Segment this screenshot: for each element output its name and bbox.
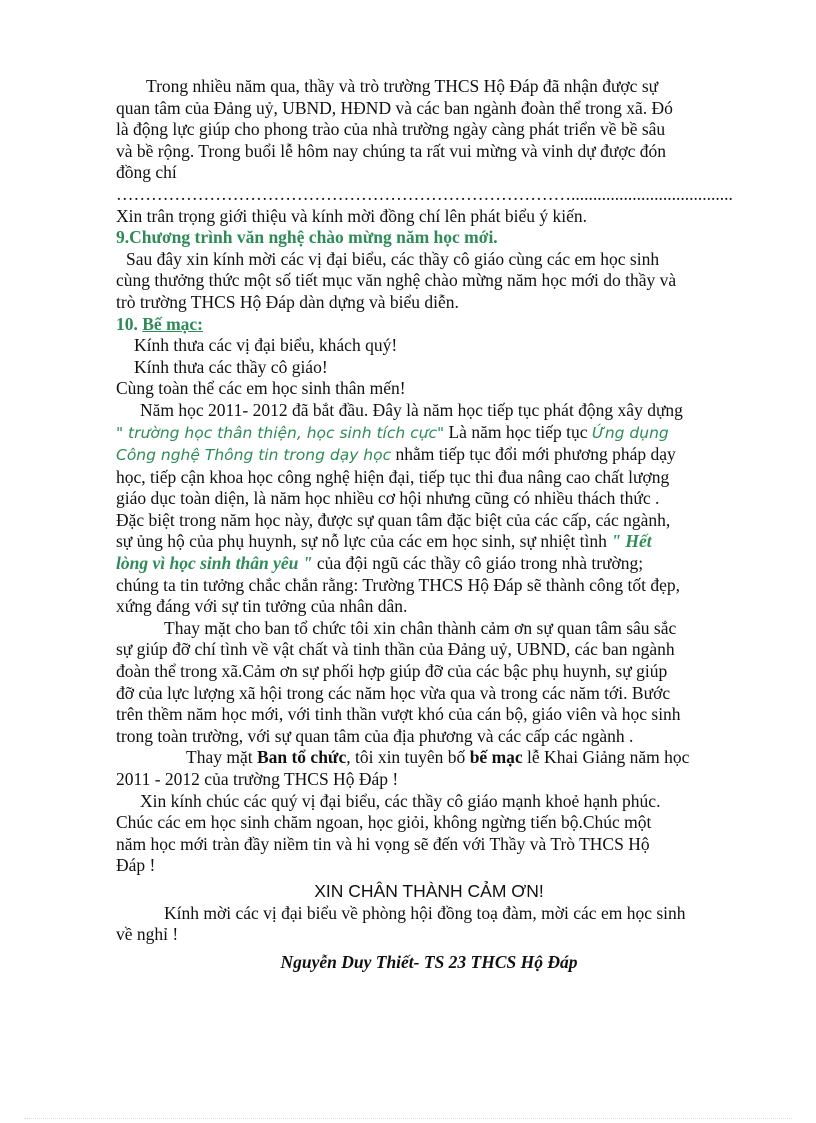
text-line xyxy=(116,357,742,379)
text-run: bế mạc xyxy=(469,747,523,768)
text-line xyxy=(116,575,742,597)
text-run: Kính mời các vị đại biểu về phòng hội đồng toạ đàm, mời các em học sinh xyxy=(164,902,686,923)
text-line xyxy=(116,881,742,903)
text-run: về nghỉ ! xyxy=(116,924,179,945)
text-line xyxy=(116,747,742,769)
document-page xyxy=(116,76,742,973)
text-run: " Hết xyxy=(611,531,652,552)
text-run: XIN CHÂN THÀNH CẢM ƠN! xyxy=(314,880,544,901)
text-run: của đội ngũ các thầy cô giáo trong nhà trường; xyxy=(312,553,644,574)
text-run: lễ Khai Giảng năm học xyxy=(522,747,690,768)
text-line xyxy=(116,726,742,748)
text-line xyxy=(116,119,742,141)
text-run: " trường học thân thiện, học sinh tích cực" xyxy=(116,423,445,442)
text-run: đỡ của lực lượng xã hội trong các năm học vừa qua và trong các năm tới. Bước xyxy=(116,682,671,703)
text-line xyxy=(116,98,742,120)
text-run: Xin kính chúc các quý vị đại biểu, các thầy cô giáo mạnh khoẻ hạnh phúc. xyxy=(140,790,661,811)
text-line xyxy=(116,227,742,249)
text-run: năm học mới tràn đầy niềm tin và hi vọng sẽ đến với Thầy và Trò THCS Hộ xyxy=(116,833,650,854)
text-run: Công nghệ Thông tin trong dạy học xyxy=(116,446,392,465)
text-run: nhằm tiếp tục đổi mới phương pháp dạy xyxy=(391,444,676,465)
text-run: Bế mạc: xyxy=(142,313,203,334)
text-run: 9.Chương trình văn nghệ chào mừng năm học mới. xyxy=(116,227,498,248)
text-run: và bề rộng. Trong buổi lễ hôm nay chúng ta rất vui mừng và vinh dự được đón xyxy=(116,140,667,161)
text-run: Trong nhiều năm qua, thầy và trò trường THCS Hộ Đáp đã nhận được sự xyxy=(146,76,659,96)
text-run: Đáp ! xyxy=(116,855,156,876)
text-run: 2011 - 2012 của trường THCS Hộ Đáp ! xyxy=(116,769,399,789)
text-run: Xin trân trọng giới thiệu và kính mời đồng chí lên phát biểu ý kiến. xyxy=(116,205,587,226)
text-line xyxy=(116,791,742,813)
text-run: trên thềm năm học mới, với tinh thần vượt khó của cán bộ, giáo viên và học sinh xyxy=(116,704,681,725)
text-line xyxy=(116,553,742,575)
text-line xyxy=(116,834,742,856)
page-bottom-divider xyxy=(24,1118,792,1119)
text-line xyxy=(116,683,742,705)
text-run: Kính thưa các vị đại biểu, khách quý! xyxy=(134,335,398,356)
text-line xyxy=(116,422,742,445)
text-line xyxy=(116,510,742,532)
text-line xyxy=(116,292,742,314)
text-run: quan tâm của Đảng uỷ, UBND, HĐND và các ban ngành đoàn thể trong xã. Đó xyxy=(116,97,673,118)
text-line xyxy=(116,249,742,271)
text-run: Là năm học tiếp tục xyxy=(444,421,592,442)
text-run: học, tiếp cận khoa học công nghệ hiện đại, tiếp tục thi đua nâng cao chất lượng xyxy=(116,466,670,487)
text-run: lòng vì học sinh thân yêu " xyxy=(116,553,313,574)
text-line xyxy=(116,314,742,336)
text-run: chúng ta tin tưởng chắc chắn rằng: Trường THCS Hộ Đáp sẽ thành công tốt đẹp, xyxy=(116,574,681,595)
text-run: Cùng toàn thể các em học sinh thân mến! xyxy=(116,378,406,399)
text-line xyxy=(116,812,742,834)
text-line xyxy=(116,855,742,877)
text-run: Thay mặt cho ban tổ chức tôi xin chân thành cảm ơn sự quan tâm sâu sắc xyxy=(164,617,677,638)
text-run: trong toàn trường, với sự quan tâm của địa phương và các cấp các ngành . xyxy=(116,725,634,746)
text-line xyxy=(116,206,742,228)
text-run: xứng đáng với sự tin tưởng của nhân dân. xyxy=(116,596,408,617)
text-line xyxy=(116,618,742,640)
text-line xyxy=(116,270,742,292)
text-line xyxy=(116,903,742,925)
text-line xyxy=(116,596,742,618)
text-run: Đặc biệt trong năm học này, được sự quan tâm đặc biệt của các cấp, các ngành, xyxy=(116,509,671,530)
text-line xyxy=(116,400,742,422)
text-line xyxy=(116,467,742,489)
text-run: Kính thưa các thầy cô giáo! xyxy=(134,356,328,377)
text-line xyxy=(116,704,742,726)
text-run: Sau đây xin kính mời các vị đại biểu, các thầy cô giáo cùng các em học sinh xyxy=(126,248,660,269)
text-line xyxy=(116,488,742,510)
text-run: Năm học 2011- 2012 đã bắt đầu. Đây là năm học tiếp tục phát động xây dựng xyxy=(140,399,683,420)
text-run: giáo dục toàn diện, là năm học nhiều cơ hội nhưng cũng có nhiều thách thức . xyxy=(116,488,660,509)
text-line xyxy=(116,141,742,163)
text-run: Thay mặt xyxy=(186,747,257,768)
text-run: Ban tổ chức xyxy=(256,747,347,768)
text-run: đoàn thể trong xã.Cảm ơn sự phối hợp giúp đỡ của các bậc phụ huynh, sự giúp xyxy=(116,661,668,682)
text-line xyxy=(116,444,742,467)
text-line xyxy=(116,335,742,357)
text-run: cùng thưởng thức một số tiết mục văn nghệ chào mừng năm học mới do thầy và xyxy=(116,270,677,291)
text-run: 10. xyxy=(116,313,143,334)
text-line xyxy=(116,639,742,661)
text-line xyxy=(116,769,742,791)
text-run: là động lực giúp cho phong trào của nhà trường ngày càng phát triển về bề sâu xyxy=(116,119,666,140)
text-run: Nguyễn Duy Thiết- TS 23 THCS Hộ Đáp xyxy=(280,951,578,972)
text-run: sự giúp đỡ chí tình về vật chất và tinh thần của Đảng uỷ, UBND, các ban ngành xyxy=(116,639,675,660)
text-line xyxy=(116,162,742,205)
text-run: Chúc các em học sinh chăm ngoan, học giỏi, không ngừng tiến bộ.Chúc một xyxy=(116,812,652,833)
text-run: sự ủng hộ của phụ huynh, sự nỗ lực của các em học sinh, sự nhiệt tình xyxy=(116,531,612,552)
text-run: Ứng dụng xyxy=(591,423,669,442)
text-line xyxy=(116,378,742,400)
text-line xyxy=(116,76,742,98)
text-line xyxy=(116,531,742,553)
text-line xyxy=(116,952,742,974)
text-run: trò trường THCS Hộ Đáp dàn dựng và biểu diễn. xyxy=(116,291,459,312)
text-line xyxy=(116,661,742,683)
text-run: , tôi xin tuyên bố xyxy=(346,747,470,768)
text-run: đồng chí ……………………………………………………………………..................................... xyxy=(116,162,733,204)
text-line xyxy=(116,924,742,946)
